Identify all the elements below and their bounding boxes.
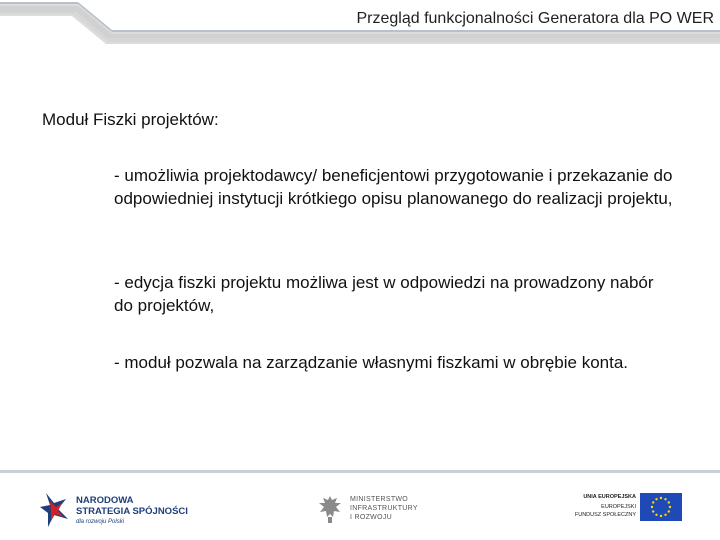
ministry-logo — [316, 493, 426, 527]
eu-logo-line2: EUROPEJSKI — [601, 504, 636, 510]
bullet-item: - edycja fiszki projektu możliwa jest w odpowiedzi na prowadzony nabór do projektów, — [114, 273, 654, 315]
page-title: Przegląd funkcjonalności Generatora dla PO WER — [356, 10, 714, 27]
nss-logo-line2: STRATEGIA SPÓJNOŚCI — [76, 506, 188, 517]
polish-eagle-icon — [316, 493, 344, 525]
ministry-logo-line3: I ROZWOJU — [350, 514, 392, 521]
bullet-item: - moduł pozwala na zarządzanie własnymi fiszkami w obrębie konta. — [114, 353, 629, 372]
header-band — [0, 0, 720, 60]
nss-star-icon — [40, 489, 72, 529]
nss-logo — [40, 489, 210, 531]
eu-logo-line1: UNIA EUROPEJSKA — [583, 494, 636, 500]
ministry-logo-line1: MINISTERSTWO — [350, 496, 409, 503]
eu-logo — [570, 491, 682, 527]
nss-logo-line3: dla rozwoju Polski — [76, 519, 125, 525]
header-band-shape — [0, 0, 720, 60]
bullet-item: - umożliwia projektodawcy/ beneficjentowi przygotowanie i przekazanie do odpowiedniej instytucji krótkiego opisu planowanego do realizacji projektu, — [114, 166, 673, 208]
section-heading: Moduł Fiszki projektów: — [42, 110, 219, 129]
footer-logos — [0, 473, 720, 540]
eu-flag-icon — [640, 493, 682, 521]
eu-logo-line3: FUNDUSZ SPOŁECZNY — [574, 512, 636, 518]
nss-logo-line1: NARODOWA — [76, 495, 134, 506]
ministry-logo-line2: INFRASTRUKTURY — [350, 505, 418, 512]
